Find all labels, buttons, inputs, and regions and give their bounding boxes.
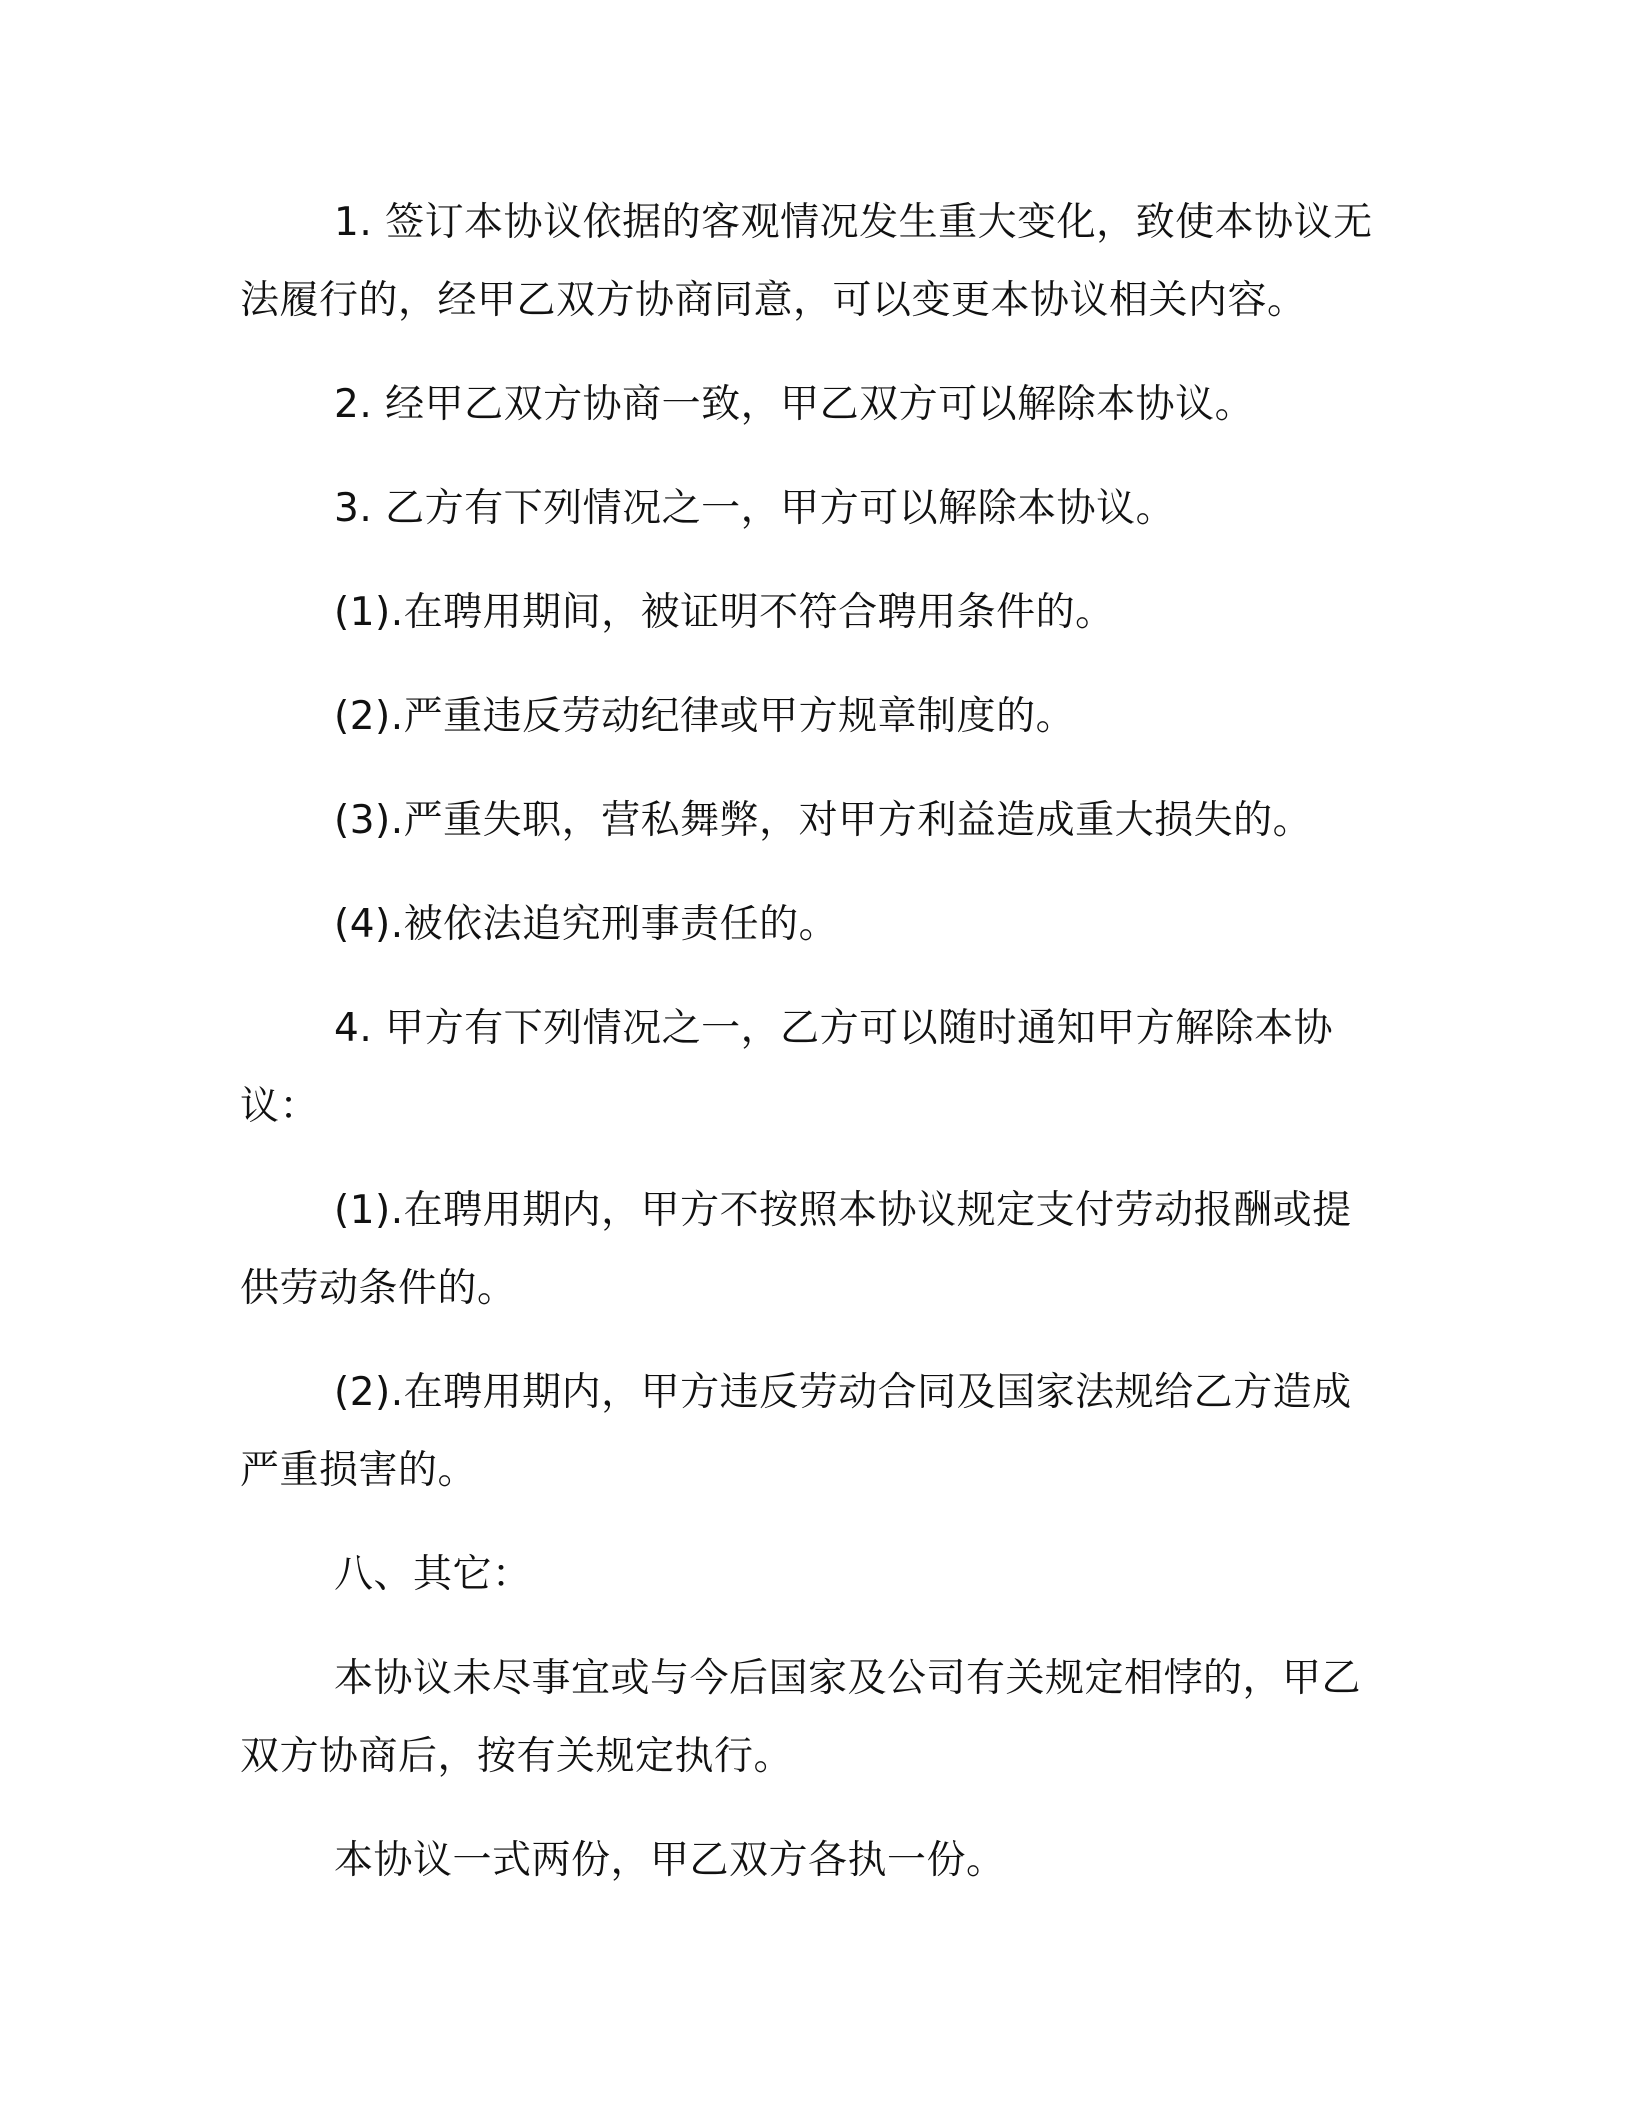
sub-clause-a-2: (2).严重违反劳动纪律或甲方规章制度的。 (334, 694, 1076, 739)
section-heading-other: 八、其它： (334, 1552, 532, 1597)
sub-clause-a-3: (3).严重失职，营私舞弊，对甲方利益造成重大损失的。 (334, 798, 1313, 843)
document-body (240, 184, 1380, 1926)
clause-copies: 本协议一式两份，甲乙双方各执一份。 (334, 1838, 1006, 1883)
sub-clause-a-1: (1).在聘用期间，被证明不符合聘用条件的。 (334, 590, 1115, 635)
clause-mutual-termination: 2. 经甲乙双方协商一致，甲乙双方可以解除本协议。 (334, 382, 1255, 427)
sub-clause-b-1: (1).在聘用期内，甲方不按照本协议规定支付劳动报酬或提供劳动条件的。 (240, 1188, 1352, 1311)
clause-party-a-termination: 3. 乙方有下列情况之一，甲方可以解除本协议。 (334, 486, 1176, 531)
clause-change-agreement: 1. 签订本协议依据的客观情况发生重大变化，致使本协议无法履行的，经甲乙双方协商同意，可以变更本协议相关内容。 (240, 200, 1373, 323)
clause-party-b-termination: 4. 甲方有下列情况之一，乙方可以随时通知甲方解除本协议： (240, 1006, 1334, 1129)
sub-clause-a-4: (4).被依法追究刑事责任的。 (334, 902, 839, 947)
sub-clause-b-2: (2).在聘用期内，甲方违反劳动合同及国家法规给乙方造成严重损害的。 (240, 1370, 1352, 1493)
clause-unresolved-matters: 本协议未尽事宜或与今后国家及公司有关规定相悖的，甲乙双方协商后，按有关规定执行。 (240, 1656, 1362, 1779)
